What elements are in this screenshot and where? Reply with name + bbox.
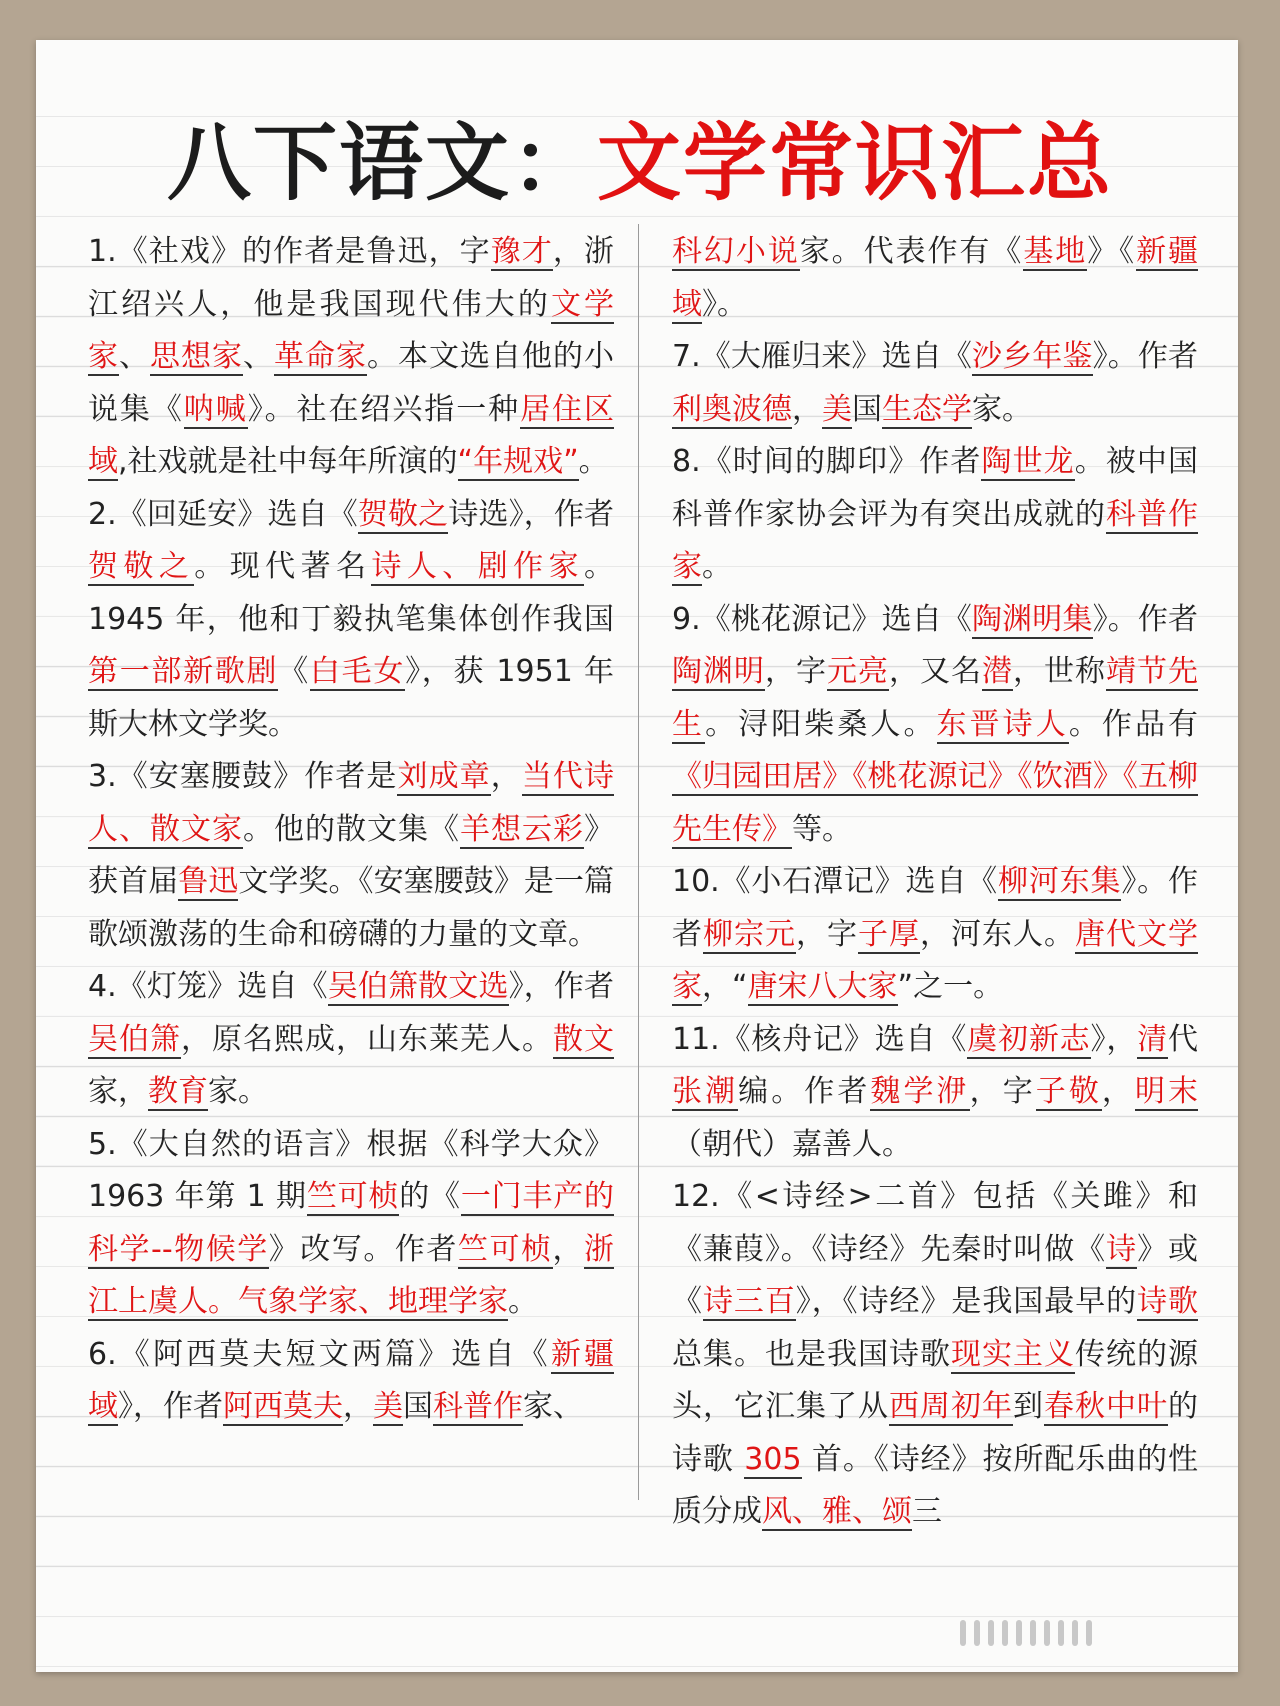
text-segment: 》或《 bbox=[672, 1231, 1199, 1319]
knowledge-item bbox=[672, 226, 1198, 331]
left-column bbox=[88, 226, 614, 1434]
text-segment: 文学奖。《安塞腰鼓》是一篇歌颂激荡的生命和磅礴的力量的文章。 bbox=[88, 864, 615, 952]
key-term: 鲁迅 bbox=[178, 864, 239, 899]
text-segment: 》改写。作者 bbox=[268, 1231, 458, 1267]
text-segment: 等。 bbox=[792, 811, 852, 847]
key-term: 贺敬之 bbox=[357, 496, 449, 532]
text-segment: 国 bbox=[852, 391, 882, 427]
key-term: 美 bbox=[373, 1389, 403, 1424]
key-term: 新疆域 bbox=[672, 234, 1198, 322]
key-term: 现实主义 bbox=[951, 1336, 1075, 1372]
key-term: 第一部新歌剧 bbox=[88, 654, 279, 689]
knowledge-item bbox=[88, 751, 614, 961]
text-segment: 11.《核舟记》选自《 bbox=[672, 1021, 968, 1057]
indicator-bar bbox=[960, 1620, 966, 1646]
text-segment: 家。 bbox=[972, 391, 1032, 427]
scroll-indicator bbox=[960, 1620, 1220, 1646]
key-term: 一门丰产的科学--物候学 bbox=[88, 1179, 614, 1267]
key-term: 柳宗元 bbox=[703, 916, 796, 952]
text-segment: 》。社在绍兴指一种 bbox=[247, 391, 521, 427]
text-segment: 3.《安塞腰鼓》作者是 bbox=[88, 759, 398, 794]
knowledge-item bbox=[88, 961, 614, 1119]
text-segment: 到 bbox=[1013, 1389, 1044, 1424]
key-term: 文学家 bbox=[88, 286, 615, 374]
text-segment: 》获首届 bbox=[88, 811, 614, 899]
key-term: 吴伯箫散文选 bbox=[327, 969, 509, 1004]
key-term: 西周初年 bbox=[889, 1389, 1013, 1424]
text-segment: ”之一。 bbox=[897, 969, 1004, 1004]
key-term: 竺可桢 bbox=[457, 1231, 553, 1267]
key-term: 诗人、剧作家 bbox=[371, 549, 585, 584]
text-segment: 国 bbox=[403, 1389, 433, 1424]
key-term: 诗 bbox=[1106, 1231, 1138, 1267]
text-segment: 。本文选自他的小说集《 bbox=[88, 339, 614, 427]
text-segment: 总集。也是我国诗歌 bbox=[672, 1336, 951, 1372]
text-segment: ，“ bbox=[702, 969, 748, 1004]
key-term: 陶世龙 bbox=[981, 444, 1075, 479]
indicator-bar bbox=[974, 1620, 980, 1646]
text-segment: 》。作者 bbox=[1092, 601, 1199, 637]
key-term: 当代诗人、散文家 bbox=[88, 759, 615, 847]
text-segment: ， bbox=[792, 391, 822, 427]
key-term: 科普作 bbox=[433, 1389, 523, 1424]
key-term: 风、雅、颂 bbox=[762, 1494, 912, 1529]
key-term: 贺敬之 bbox=[88, 549, 195, 584]
indicator-bar bbox=[1072, 1620, 1078, 1646]
key-term: 新疆域 bbox=[88, 1336, 615, 1424]
key-term: 靖节先生 bbox=[672, 654, 1198, 742]
key-term: 居住区域 bbox=[88, 391, 614, 479]
key-term: 魏学洢 bbox=[870, 1074, 970, 1109]
text-segment: 。被中国科普作家协会评为有突出成就的 bbox=[672, 444, 1199, 532]
knowledge-item bbox=[672, 1171, 1198, 1539]
text-segment: 。 bbox=[508, 1284, 538, 1319]
key-term: 陶渊明 bbox=[672, 654, 765, 689]
text-segment: 家、 bbox=[523, 1389, 583, 1424]
key-term: 明末 bbox=[1134, 1074, 1199, 1109]
knowledge-item bbox=[88, 489, 614, 752]
column-divider bbox=[638, 224, 639, 1500]
text-segment: 1.《社戏》的作者是鲁迅，字 bbox=[88, 234, 491, 269]
indicator-bar bbox=[1058, 1620, 1064, 1646]
text-segment: 的《 bbox=[399, 1179, 461, 1214]
key-term: 元亮 bbox=[827, 654, 889, 689]
key-term: 陶渊明集 bbox=[972, 601, 1093, 637]
key-term: 白毛女 bbox=[309, 654, 406, 689]
text-segment: 。 bbox=[702, 549, 732, 584]
key-term: 潜 bbox=[982, 654, 1013, 689]
key-term: 豫才 bbox=[490, 234, 553, 269]
text-segment: 》。作者 bbox=[672, 864, 1199, 952]
text-segment: 12.《<诗经>二首》包括《关雎》和《蒹葭》。《诗经》先秦时叫做《 bbox=[672, 1179, 1198, 1267]
text-segment: 》， bbox=[1090, 1021, 1138, 1057]
text-segment: 》。作者 bbox=[1092, 339, 1199, 374]
text-segment: 》《 bbox=[1087, 234, 1137, 269]
text-segment: 7.《大雁归来》选自《 bbox=[672, 339, 973, 374]
key-term: 基地 bbox=[1023, 234, 1088, 269]
key-term: 吴伯箫 bbox=[88, 1021, 181, 1057]
key-term: 竺可桢 bbox=[306, 1179, 400, 1214]
key-term: 美 bbox=[822, 391, 852, 427]
key-term: 子厚 bbox=[858, 916, 920, 952]
knowledge-item bbox=[672, 1014, 1198, 1172]
indicator-bar bbox=[1016, 1620, 1022, 1646]
key-term: 春秋中叶 bbox=[1044, 1389, 1168, 1424]
key-term: 唐代文学家 bbox=[672, 916, 1198, 1004]
indicator-bar bbox=[988, 1620, 994, 1646]
text-segment: 10.《小石潭记》选自《 bbox=[672, 864, 999, 899]
title-part-black: 八下语文： bbox=[166, 113, 597, 212]
key-term: 思想家 bbox=[150, 339, 243, 374]
key-term: 《归园田居》《桃花源记》《饮酒》《五柳先生传》 bbox=[672, 759, 1198, 847]
text-segment: 。现代著名 bbox=[194, 549, 372, 584]
text-segment: 4.《灯笼》选自《 bbox=[88, 969, 328, 1004]
knowledge-item bbox=[672, 331, 1198, 436]
text-segment: 首。《诗经》按所配乐曲的性质分成 bbox=[672, 1441, 1198, 1529]
title-part-red: 文学常识汇总 bbox=[597, 113, 1114, 212]
key-term: 305 bbox=[744, 1441, 802, 1477]
key-term: 科幻小说 bbox=[672, 234, 800, 269]
key-term: 唐宋八大家 bbox=[747, 969, 898, 1004]
key-term: 革命家 bbox=[274, 339, 367, 374]
indicator-bar bbox=[1002, 1620, 1008, 1646]
text-segment: ， bbox=[343, 1389, 373, 1424]
text-segment: （朝代）嘉善人。 bbox=[672, 1126, 912, 1162]
indicator-bar bbox=[1030, 1620, 1036, 1646]
key-term: 子敬 bbox=[1035, 1074, 1102, 1109]
key-term: 浙江上虞人。气象学家、地理学家 bbox=[88, 1231, 615, 1319]
text-segment: 。他的散文集《 bbox=[243, 811, 460, 847]
text-segment: 传统的源头，它汇集了从 bbox=[672, 1336, 1198, 1424]
key-term: 张潮 bbox=[672, 1074, 739, 1109]
text-segment: ，河东人。 bbox=[920, 916, 1075, 952]
key-term: 诗歌 bbox=[1137, 1284, 1199, 1319]
text-segment: 8.《时间的脚印》作者 bbox=[672, 444, 982, 479]
text-segment: ，原名熙成，山东莱芜人。 bbox=[181, 1021, 553, 1057]
key-term: 利奥波德 bbox=[672, 391, 792, 427]
text-segment: 。1945 年，他和丁毅执笔集体创作我国 bbox=[88, 549, 615, 637]
key-term: 清 bbox=[1137, 1021, 1169, 1057]
text-segment: ,社戏就是社中每年所演的 bbox=[118, 444, 458, 479]
key-term: 虞初新志 bbox=[967, 1021, 1091, 1057]
text-segment: 6.《阿西莫夫短文两篇》选自《 bbox=[88, 1336, 551, 1372]
text-segment: ，浙江绍兴人，他是我国现代伟大的 bbox=[88, 234, 615, 322]
text-segment: 的诗歌 bbox=[672, 1389, 1198, 1477]
key-term: 东晋诗人 bbox=[936, 706, 1069, 742]
knowledge-item bbox=[672, 436, 1198, 594]
key-term: “年规戏” bbox=[457, 444, 579, 479]
text-segment: 。作品有 bbox=[1068, 706, 1199, 742]
text-segment: 。 bbox=[578, 444, 609, 479]
text-segment: 》，作者 bbox=[508, 969, 615, 1004]
text-segment: 诗选》，作者 bbox=[448, 496, 615, 532]
text-segment: ，世称 bbox=[1013, 654, 1106, 689]
page-title bbox=[0, 108, 1280, 218]
knowledge-item bbox=[88, 1119, 614, 1329]
text-segment: 2.《回延安》选自《 bbox=[88, 496, 358, 532]
text-segment: 三 bbox=[912, 1494, 942, 1529]
knowledge-item bbox=[88, 226, 614, 489]
indicator-bar bbox=[1044, 1620, 1050, 1646]
key-term: 呐喊 bbox=[183, 391, 248, 427]
text-segment: 。浔阳柴桑人。 bbox=[705, 706, 937, 742]
text-segment: 家， bbox=[88, 1074, 148, 1109]
key-term: 诗三百 bbox=[702, 1284, 796, 1319]
key-term: 刘成章 bbox=[397, 759, 491, 794]
text-segment: 、 bbox=[119, 339, 150, 374]
key-term: 科普作家 bbox=[672, 496, 1198, 584]
key-term: 散文 bbox=[553, 1021, 614, 1057]
text-segment: ，字 bbox=[796, 916, 858, 952]
right-column bbox=[672, 226, 1198, 1539]
text-segment: 》，获 1951 年斯大林文学奖。 bbox=[88, 654, 615, 742]
key-term: 阿西莫夫 bbox=[223, 1389, 343, 1424]
text-segment: ， bbox=[490, 759, 522, 794]
key-term: 羊想云彩 bbox=[460, 811, 584, 847]
text-segment: ， bbox=[1101, 1074, 1135, 1109]
text-segment: 、 bbox=[243, 339, 274, 374]
key-term: 柳河东集 bbox=[998, 864, 1122, 899]
text-segment: 家。代表作有《 bbox=[799, 234, 1024, 269]
key-term: 生态学 bbox=[882, 391, 972, 427]
key-term: 教育 bbox=[148, 1074, 208, 1109]
text-segment: 家。 bbox=[208, 1074, 268, 1109]
text-segment: 》，作者 bbox=[118, 1389, 223, 1424]
text-segment: 5.《大自然的语言》根据《科学大众》1963 年第 1 期 bbox=[88, 1126, 614, 1214]
knowledge-item bbox=[88, 1329, 614, 1434]
text-segment: 9.《桃花源记》选自《 bbox=[672, 601, 973, 637]
text-segment: 》。 bbox=[702, 286, 747, 322]
text-segment: ，字 bbox=[765, 654, 827, 689]
text-segment: ， bbox=[552, 1231, 585, 1267]
text-segment: 《 bbox=[278, 654, 310, 689]
text-segment: 》，《诗经》是我国最早的 bbox=[795, 1284, 1138, 1319]
text-segment: 代 bbox=[1168, 1021, 1199, 1057]
indicator-bar bbox=[1086, 1620, 1092, 1646]
key-term: 沙乡年鉴 bbox=[972, 339, 1093, 374]
text-segment: ，又名 bbox=[889, 654, 982, 689]
knowledge-item bbox=[672, 594, 1198, 857]
text-segment: ，字 bbox=[969, 1074, 1036, 1109]
knowledge-item bbox=[672, 856, 1198, 1014]
text-segment: 编。作者 bbox=[738, 1074, 871, 1109]
